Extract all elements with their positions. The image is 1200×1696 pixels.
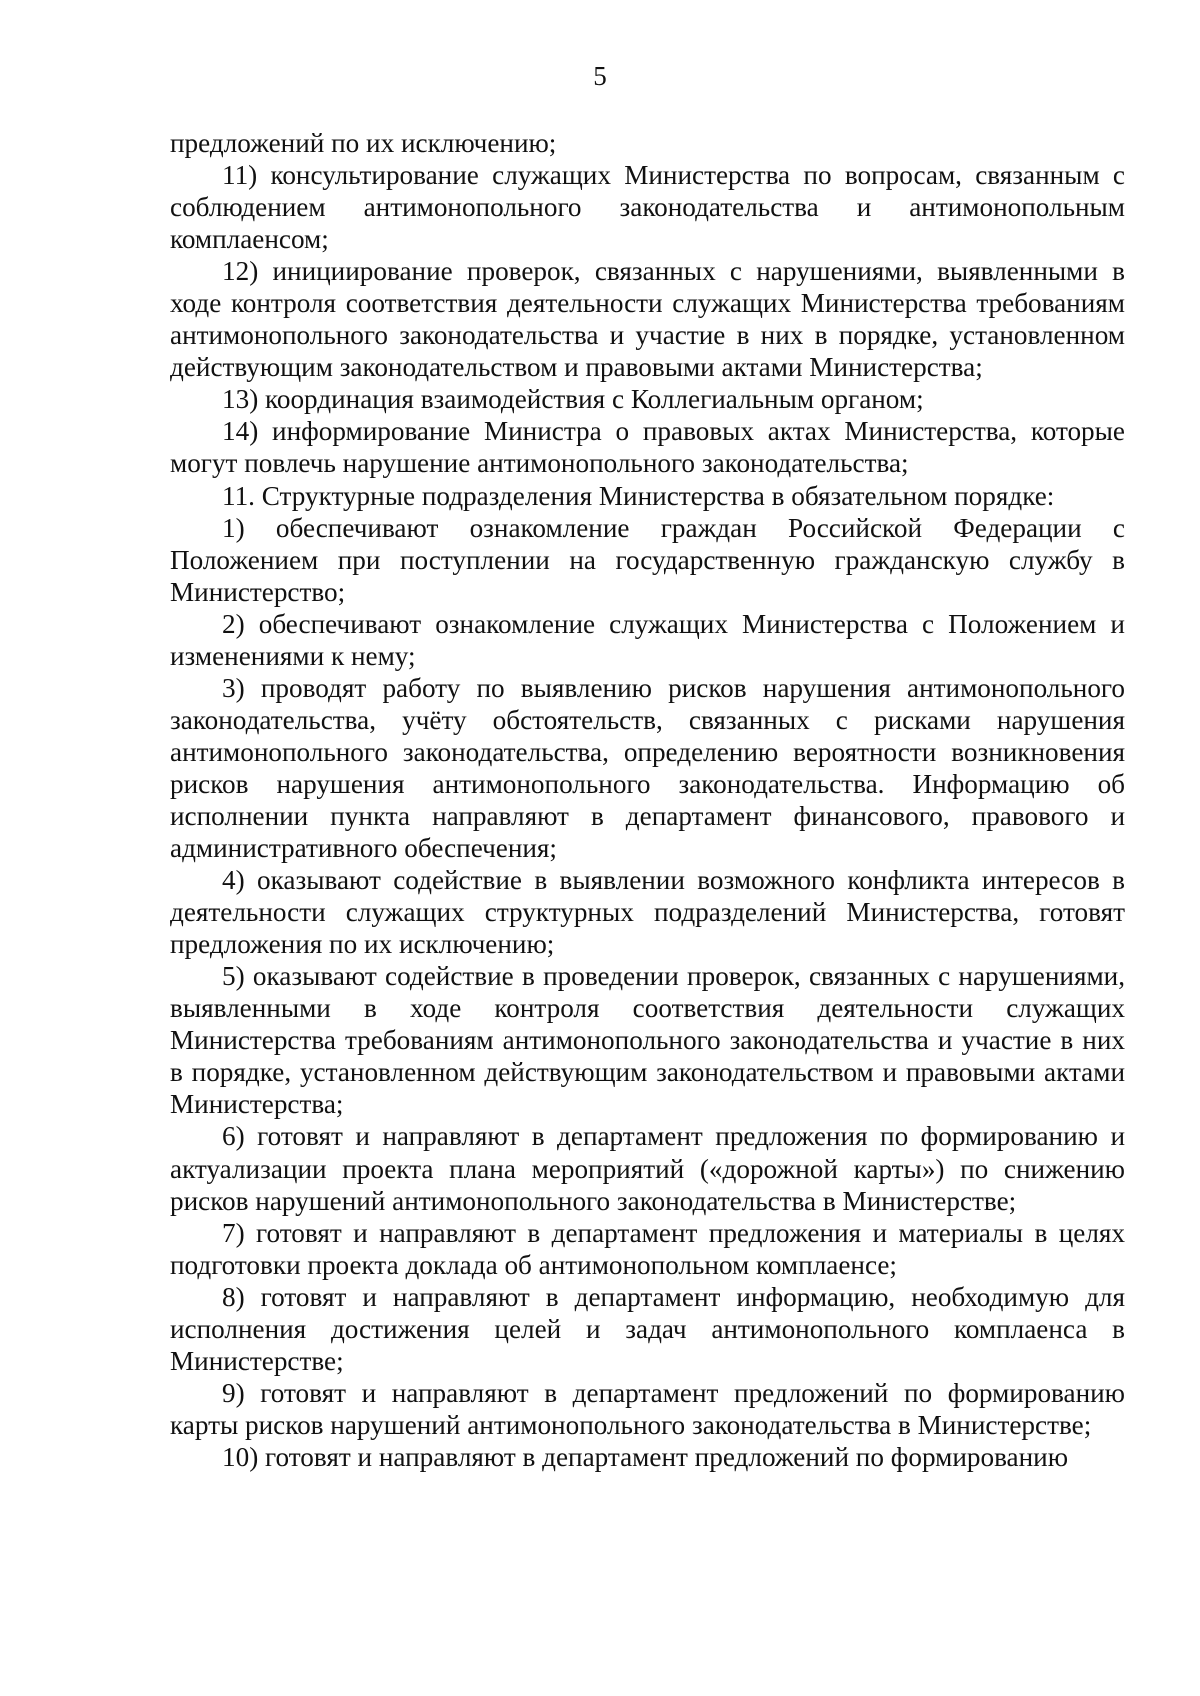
paragraph: 2) обеспечивают ознакомление служащих Министерства с Положением и изменениями к нему; — [170, 608, 1125, 671]
paragraph: 8) готовят и направляют в департамент информацию, необходимую для исполнения достижения целей и задач антимонопольного комплаенса в Министерстве; — [170, 1281, 1125, 1376]
paragraph: 9) готовят и направляют в департамент предложений по формированию карты рисков нарушений антимонопольного законодательства в Министерстве; — [170, 1377, 1125, 1440]
paragraph: 12) инициирование проверок, связанных с нарушениями, выявленными в ходе контроля соответствия деятельности служащих Министерства требованиям антимонопольного законодательства и участие в них в порядке, установленном действующим законодательством и правовыми актами Министерства; — [170, 256, 1125, 383]
document-body — [170, 127, 1125, 1473]
paragraph: предложений по их исключению; — [170, 128, 557, 158]
paragraph: 4) оказывают содействие в выявлении возможного конфликта интересов в деятельности служащих структурных подразделений Министерства, готовят предложения по их исключению; — [170, 865, 1125, 960]
page-number: 5 — [593, 61, 607, 91]
paragraph: 11) консультирование служащих Министерства по вопросам, связанным с соблюдением антимонопольного законодательства и антимонопольным комплаенсом; — [170, 160, 1125, 255]
paragraph: 10) готовят и направляют в департамент предложений по формированию — [222, 1441, 1069, 1472]
paragraph: 5) оказывают содействие в проведении проверок, связанных с нарушениями, выявленными в ходе контроля соответствия деятельности служащих Министерства требованиям антимонопольного законодательства и участие в них в порядке, установленном действующим законодательством и правовыми актами Министерства; — [170, 961, 1125, 1120]
paragraph: 14) информирование Министра о правовых актах Министерства, которые могут повлечь нарушение антимонопольного законодательства; — [170, 416, 1125, 479]
paragraph: 3) проводят работу по выявлению рисков нарушения антимонопольного законодательства, учёту обстоятельств, связанных с рисками нарушения антимонопольного законодательства, определению вероятности возникновения рисков нарушения антимонопольного законодательства. Информацию об исполнении пункта направляют в департамент финансового, правового и административного обеспечения; — [170, 672, 1125, 864]
paragraph: 13) координация взаимодействия с Коллегиальным органом; — [222, 384, 924, 415]
paragraph: 6) готовят и направляют в департамент предложения по формированию и актуализации проекта плана мероприятий («дорожной карты») по снижению рисков нарушений антимонопольного законодательства в Министерстве; — [170, 1121, 1125, 1216]
paragraph: 1) обеспечивают ознакомление граждан Российской Федерации с Положением при поступлении на государственную гражданскую службу в Министерство; — [170, 512, 1125, 607]
paragraph: 7) готовят и направляют в департамент предложения и материалы в целях подготовки проекта доклада об антимонопольном комплаенсе; — [170, 1217, 1125, 1280]
section-heading: 11. Структурные подразделения Министерства в обязательном порядке: — [222, 480, 1055, 511]
